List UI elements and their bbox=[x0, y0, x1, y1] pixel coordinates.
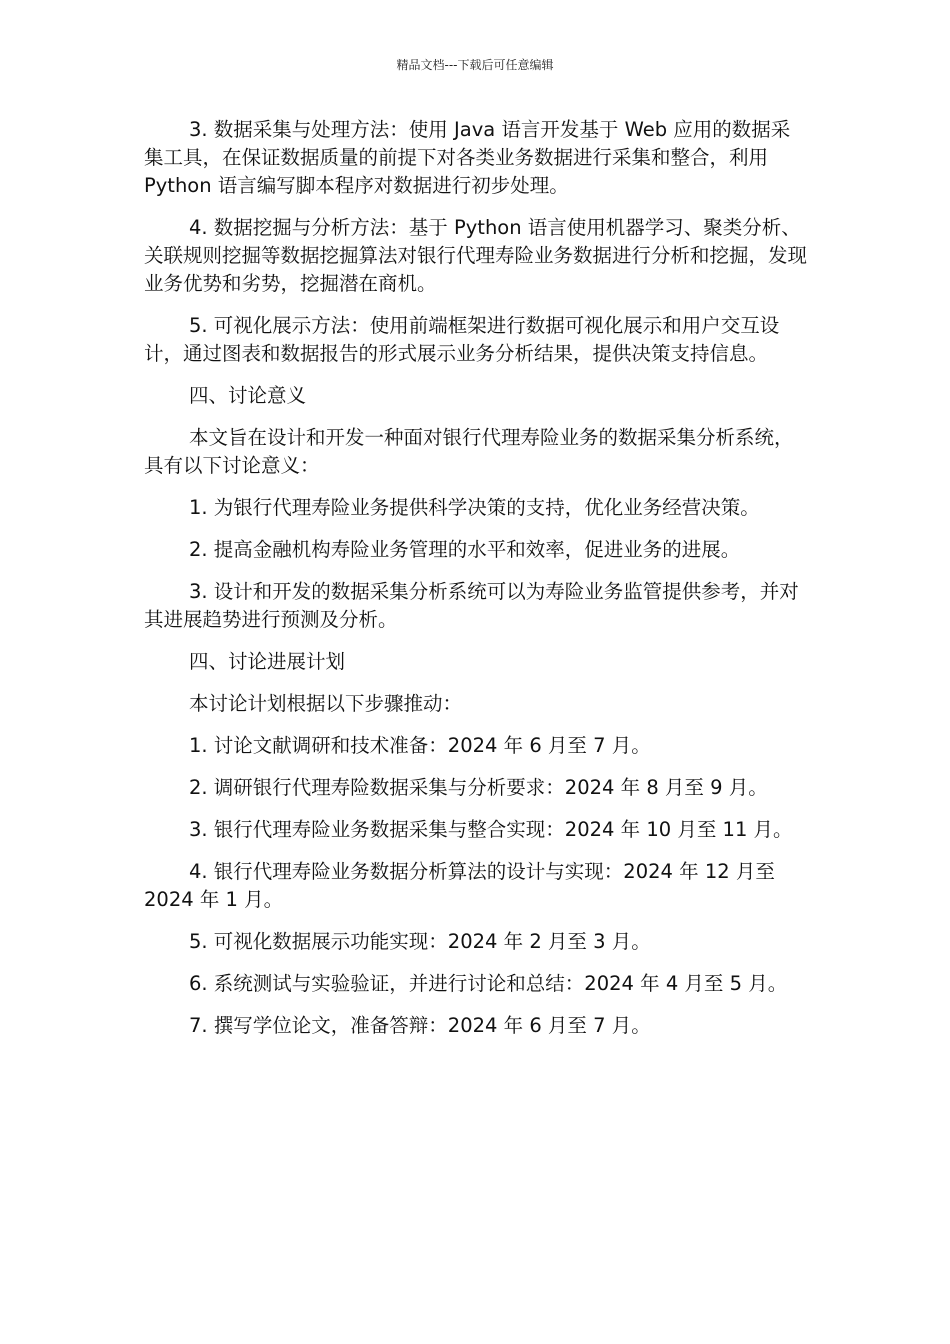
page-header: 精品文档---下载后可任意编辑 bbox=[396, 58, 554, 72]
paragraph-plan-2: 2. 调研银行代理寿险数据采集与分析要求：2024 年 8 月至 9 月。 bbox=[189, 776, 768, 799]
paragraph-plan-6: 6. 系统测试与实验验证，并进行讨论和总结：2024 年 4 月至 5 月。 bbox=[189, 972, 788, 995]
paragraph-plan-7: 7. 撰写学位论文，准备答辩：2024 年 6 月至 7 月。 bbox=[189, 1014, 651, 1037]
paragraph-plan-5: 5. 可视化数据展示功能实现：2024 年 2 月至 3 月。 bbox=[189, 930, 651, 953]
paragraph-plan-intro: 本讨论计划根据以下步骤推动： bbox=[189, 692, 463, 715]
paragraph-method-3: 3. 数据采集与处理方法：使用 Java 语言开发基于 Web 应用的数据采集工具，在保证数据质量的前提下对各类业务数据进行采集和整合，利用 Python 语言编写脚本程序对数据进行初步处理。 bbox=[144, 118, 791, 197]
paragraph-method-4: 4. 数据挖掘与分析方法：基于 Python 语言使用机器学习、聚类分析、关联规则挖掘等数据挖掘算法对银行代理寿险业务数据进行分析和挖掘，发现业务优势和劣势，挖掘潜在商机。 bbox=[144, 216, 808, 295]
paragraph-plan-4: 4. 银行代理寿险业务数据分析算法的设计与实现：2024 年 12 月至 2024 年 1 月。 bbox=[144, 860, 775, 911]
section-heading-significance: 四、讨论意义 bbox=[189, 384, 307, 407]
paragraph-plan-3: 3. 银行代理寿险业务数据采集与整合实现：2024 年 10 月至 11 月。 bbox=[189, 818, 793, 841]
document-body bbox=[144, 116, 809, 1054]
section-heading-plan: 四、讨论进展计划 bbox=[189, 650, 346, 673]
paragraph-significance-3: 3. 设计和开发的数据采集分析系统可以为寿险业务监管提供参考，并对其进展趋势进行预测及分析。 bbox=[144, 580, 799, 631]
paragraph-significance-intro: 本文旨在设计和开发一种面对银行代理寿险业务的数据采集分析系统，具有以下讨论意义： bbox=[144, 426, 794, 477]
paragraph-significance-2: 2. 提高金融机构寿险业务管理的水平和效率，促进业务的进展。 bbox=[189, 538, 741, 561]
paragraph-method-5: 5. 可视化展示方法：使用前端框架进行数据可视化展示和用户交互设计，通过图表和数据报告的形式展示业务分析结果，提供决策支持信息。 bbox=[144, 314, 780, 365]
paragraph-significance-1: 1. 为银行代理寿险业务提供科学决策的支持，优化业务经营决策。 bbox=[189, 496, 760, 519]
paragraph-plan-1: 1. 讨论文献调研和技术准备：2024 年 6 月至 7 月。 bbox=[189, 734, 651, 757]
